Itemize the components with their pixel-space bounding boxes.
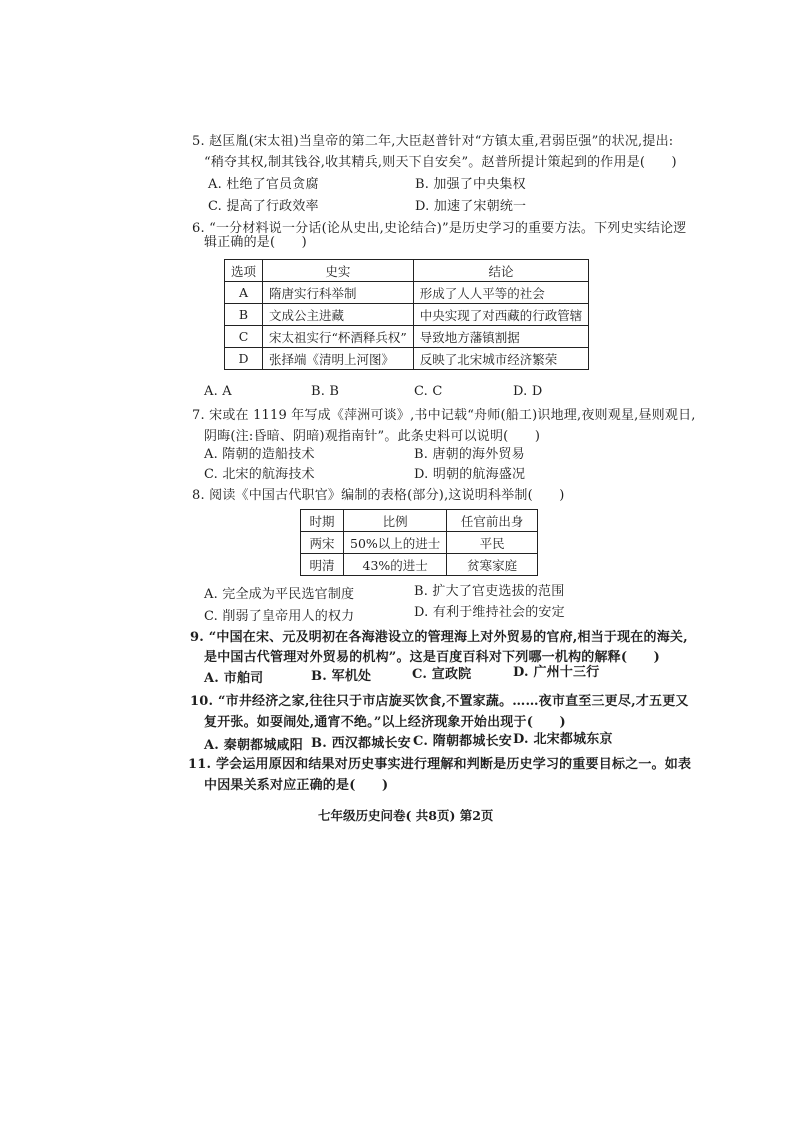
- table-cell: 43%的进士: [344, 554, 447, 576]
- q6-stem-line1: 6. “一分材料说一分话(论从史出,史论结合)”是历史学习的重要方法。下列史实结论逻: [192, 221, 687, 236]
- table-header-row: [301, 510, 538, 532]
- q11-stem-line2: 中因果关系对应正确的是( ): [204, 778, 389, 793]
- q7-option-d: D. 明朝的航海盛况: [414, 467, 526, 482]
- q10-option-c: C. 隋朝都城长安: [413, 734, 512, 749]
- table-cell: C: [225, 326, 263, 348]
- q9-option-d: D. 广州十三行: [513, 665, 600, 680]
- q6-option-b: B. B: [311, 384, 340, 399]
- table-cell: A: [225, 282, 263, 304]
- table-row: [225, 282, 589, 304]
- q9-option-b: B. 军机处: [311, 669, 372, 684]
- table-row: [225, 304, 589, 326]
- q6-option-d: D. D: [513, 384, 543, 399]
- q10-option-a: A. 秦朝都城咸阳: [204, 738, 303, 753]
- table-cell: 隋唐实行科举制: [263, 282, 414, 304]
- q7-option-c: C. 北宋的航海技术: [204, 467, 315, 482]
- table-cell: 形成了人人平等的社会: [413, 282, 589, 304]
- table-cell: 文成公主进藏: [263, 304, 414, 326]
- table-cell: 宋太祖实行“杯酒释兵权”: [263, 326, 414, 348]
- table-cell: 贫寒家庭: [447, 554, 538, 576]
- table-cell: 中央实现了对西藏的行政管辖: [413, 304, 589, 326]
- table-cell: 明清: [301, 554, 344, 576]
- table-row: [225, 326, 589, 348]
- q10-option-d: D. 北宋都城东京: [513, 732, 613, 747]
- table-header-cell: 结论: [413, 260, 589, 282]
- q10-stem-line1: 10. “市井经济之家,往往只于市店旋买饮食,不置家蔬。……夜市直至三更尽,才五更又: [190, 694, 689, 709]
- q7-option-a: A. 隋朝的造船技术: [204, 447, 315, 462]
- q8-table: [300, 509, 538, 576]
- table-cell: 反映了北宋城市经济繁荣: [413, 348, 589, 370]
- q8-option-a: A. 完全成为平民选官制度: [204, 587, 355, 602]
- table-header-cell: 史实: [263, 260, 414, 282]
- q9-option-c: C. 宣政院: [412, 667, 472, 682]
- q10-option-b: B. 西汉都城长安: [311, 736, 411, 751]
- q6-stem-line2: 辑正确的是( ): [204, 235, 307, 250]
- page-footer: 七年级历史问卷( 共8页) 第2页: [318, 808, 494, 823]
- table-header-row: [225, 260, 589, 282]
- q8-option-c: C. 削弱了皇帝用人的权力: [204, 609, 355, 624]
- q9-option-a: A. 市舶司: [204, 671, 264, 686]
- table-row: [225, 348, 589, 370]
- q9-stem-line1: 9. “中国在宋、元及明初在各海港设立的管理海上对外贸易的官府,相当于现在的海关,: [190, 630, 688, 645]
- q8-stem: 8. 阅读《中国古代职官》编制的表格(部分),这说明科举制( ): [192, 488, 565, 503]
- q8-option-d: D. 有利于维持社会的安定: [414, 605, 565, 620]
- q5-stem-line2: “稍夺其权,制其钱谷,收其精兵,则天下自安矣”。赵普所提计策起到的作用是( ): [204, 155, 677, 170]
- q7-option-b: B. 唐朝的海外贸易: [414, 447, 525, 462]
- q7-stem-line1: 7. 宋或在 1119 年写成《萍洲可谈》,书中记载“舟师(船工)识地理,夜则观星,昼则观日,: [192, 408, 696, 423]
- q5-option-d: D. 加速了宋朝统一: [415, 199, 527, 214]
- q7-stem-line2: 阴晦(注:昏暗、阴暗)观指南针”。此条史料可以说明( ): [204, 429, 541, 444]
- q8-option-b: B. 扩大了官吏选拔的范围: [414, 584, 565, 599]
- table-cell: 平民: [447, 532, 538, 554]
- table-header-cell: 选项: [225, 260, 263, 282]
- q6-option-c: C. C: [414, 384, 443, 399]
- table-header-cell: 比例: [344, 510, 447, 532]
- q11-stem-line1: 11. 学会运用原因和结果对历史事实进行理解和判断是历史学习的重要目标之一。如表: [188, 757, 692, 772]
- q10-stem-line2: 复开张。如耍闹处,通宵不绝。”以上经济现象开始出现于( ): [204, 715, 566, 730]
- q6-option-a: A. A: [204, 384, 232, 399]
- table-cell: 50%以上的进士: [344, 532, 447, 554]
- q6-table: [224, 259, 589, 370]
- table-row: [301, 532, 538, 554]
- table-cell: 导致地方藩镇割据: [413, 326, 589, 348]
- table-header-cell: 任官前出身: [447, 510, 538, 532]
- q5-stem-line1: 5. 赵匡胤(宋太祖)当皇帝的第二年,大臣赵普针对“方镇太重,君弱臣强”的状况,提出:: [192, 134, 674, 149]
- table-row: [301, 554, 538, 576]
- table-cell: 张择端《清明上河图》: [263, 348, 414, 370]
- q5-option-a: A. 杜绝了官员贪腐: [208, 177, 319, 192]
- q5-option-c: C. 提高了行政效率: [208, 199, 319, 214]
- table-header-cell: 时期: [301, 510, 344, 532]
- table-cell: B: [225, 304, 263, 326]
- q9-stem-line2: 是中国古代管理对外贸易的机构”。这是百度百科对下列哪一机构的解释( ): [204, 650, 660, 665]
- table-cell: D: [225, 348, 263, 370]
- table-cell: 两宋: [301, 532, 344, 554]
- q5-option-b: B. 加强了中央集权: [415, 177, 526, 192]
